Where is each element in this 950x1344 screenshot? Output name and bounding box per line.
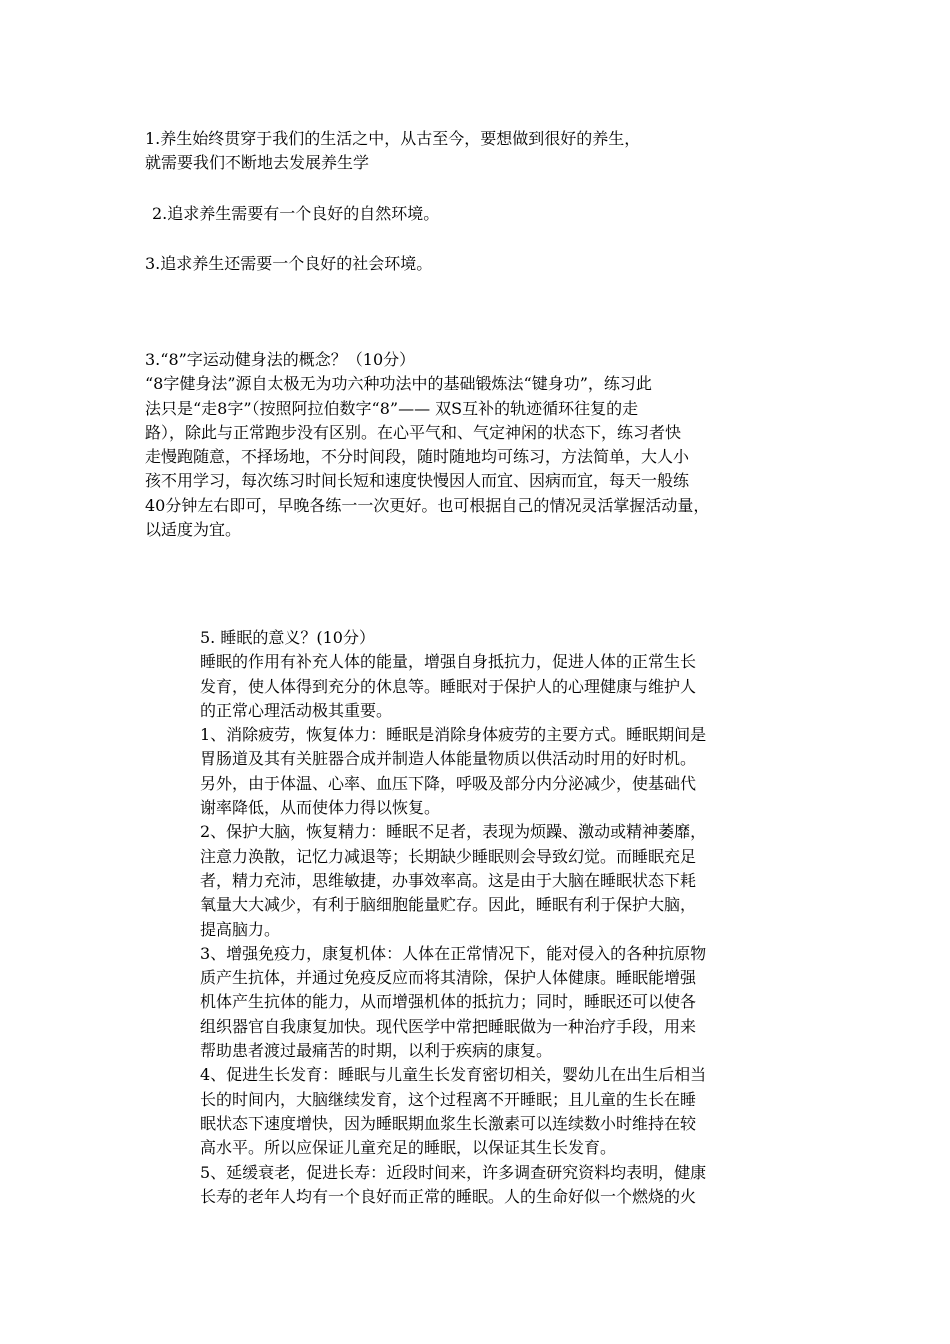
sleep-paragraph-line: 机体产生抗体的能力，从而增强机体的抵抗力；同时，睡眠还可以使各 — [200, 992, 697, 1012]
sleep-paragraph-line: 者，精力充沛，思维敏捷，办事效率高。这是由于大脑在睡眠状态下耗 — [200, 870, 697, 890]
sleep-paragraph-line: 发育，使人体得到充分的休息等。睡眠对于保护人的心理健康与维护人 — [200, 676, 697, 696]
figure8-paragraph-line: “8字健身法”源自太极无为功六种功法中的基础锻炼法“键身功”，练习此 — [145, 374, 652, 394]
sleep-paragraph-line: 质产生抗体，并通过免疫反应而将其清除，保护人体健康。睡眠能增强 — [200, 968, 697, 988]
sleep-paragraph-line: 5、延缓衰老，促进长寿：近段时间来，许多调查研究资料均表明，健康 — [200, 1162, 707, 1182]
figure8-section — [145, 348, 709, 542]
sleep-paragraph-line: 组织器官自我康复加快。现代医学中常把睡眠做为一种治疗手段，用来 — [200, 1016, 697, 1036]
sleep-paragraph-line: 1、消除疲劳，恢复体力：睡眠是消除身体疲劳的主要方式。睡眠期间是 — [200, 725, 707, 745]
sleep-paragraph-line: 另外，由于体温、心率、血压下降，呼吸及部分内分泌减少，使基础代 — [200, 773, 697, 793]
sleep-paragraph-line: 提高脑力。 — [200, 919, 281, 939]
sleep-paragraph-line: 长寿的老年人均有一个良好而正常的睡眠。人的生命好似一个燃烧的火 — [200, 1186, 697, 1206]
sleep-paragraph-line: 谢率降低，从而使体力得以恢复。 — [200, 798, 441, 818]
sleep-paragraph-line: 高水平。所以应保证儿童充足的睡眠，以保证其生长发育。 — [200, 1138, 617, 1158]
figure8-paragraph-line: 孩不用学习，每次练习时间长短和速度快慢因人而宜、因病而宜，每天一般练 — [145, 471, 690, 491]
sleep-paragraph-line: 3、增强免疫力，康复机体：人体在正常情况下，能对侵入的各种抗原物 — [200, 943, 707, 963]
intro-item-1-line-1: 1.养生始终贯穿于我们的生活之中，从古至今，要想做到很好的养生， — [145, 129, 641, 148]
figure8-paragraph-line: 以适度为宜。 — [145, 520, 242, 540]
intro-item-3: 3.追求养生还需要一个良好的社会环境。 — [145, 254, 433, 273]
sleep-paragraph-line: 胃肠道及其有关脏器合成并制造人体能量物质以供活动时用的好时机。 — [200, 749, 697, 769]
sleep-paragraph-line: 氧量大大减少，有利于脑细胞能量贮存。因此，睡眠有利于保护大脑， — [200, 895, 697, 915]
sleep-paragraph-line: 帮助患者渡过最痛苦的时期，以利于疾病的康复。 — [200, 1041, 553, 1061]
sleep-paragraph-line: 长的时间内，大脑继续发育，这个过程离不开睡眠；且儿童的生长在睡 — [200, 1089, 697, 1109]
figure8-paragraph-line: 走慢跑随意，不择场地，不分时间段，随时随地均可练习，方法简单，大人小 — [145, 447, 690, 467]
sleep-paragraph-line: 的正常心理活动极其重要。 — [200, 700, 393, 720]
sleep-section — [200, 626, 706, 1209]
figure8-paragraph-line: 40分钟左右即可，早晚各练一一次更好。也可根据自己的情况灵活掌握活动量， — [145, 495, 710, 515]
intro-item-2: 2.追求养生需要有一个良好的自然环境。 — [152, 204, 440, 223]
sleep-paragraph-line: 4、促进生长发育：睡眠与儿童生长发育密切相关，婴幼儿在出生后相当 — [200, 1065, 707, 1085]
sleep-heading: 5. 睡眠的意义？(10分） — [200, 628, 375, 647]
figure8-paragraph-line: 法只是“走8字”（按照阿拉伯数字“8”—— 双S互补的轨迹循环往复的走 — [145, 398, 639, 418]
sleep-paragraph-line: 眠状态下速度增快，因为睡眠期血浆生长激素可以连续数小时维持在较 — [200, 1113, 697, 1133]
intro-item-1-line-2: 就需要我们不断地去发展养生学 — [145, 153, 370, 172]
sleep-paragraph-line: 睡眠的作用有补充人体的能量，增强自身抵抗力，促进人体的正常生长 — [200, 652, 697, 672]
figure8-heading: 3.“8”字运动健身法的概念？（10分） — [145, 350, 416, 369]
sleep-paragraph-line: 2、保护大脑，恢复精力：睡眠不足者，表现为烦躁、激动或精神萎靡， — [200, 822, 707, 842]
figure8-paragraph-line: 路），除此与正常跑步没有区别。在心平气和、气定神闲的状态下，练习者快 — [145, 422, 682, 442]
sleep-paragraph-line: 注意力涣散，记忆力减退等；长期缺少睡眠则会导致幻觉。而睡眠充足 — [200, 846, 697, 866]
